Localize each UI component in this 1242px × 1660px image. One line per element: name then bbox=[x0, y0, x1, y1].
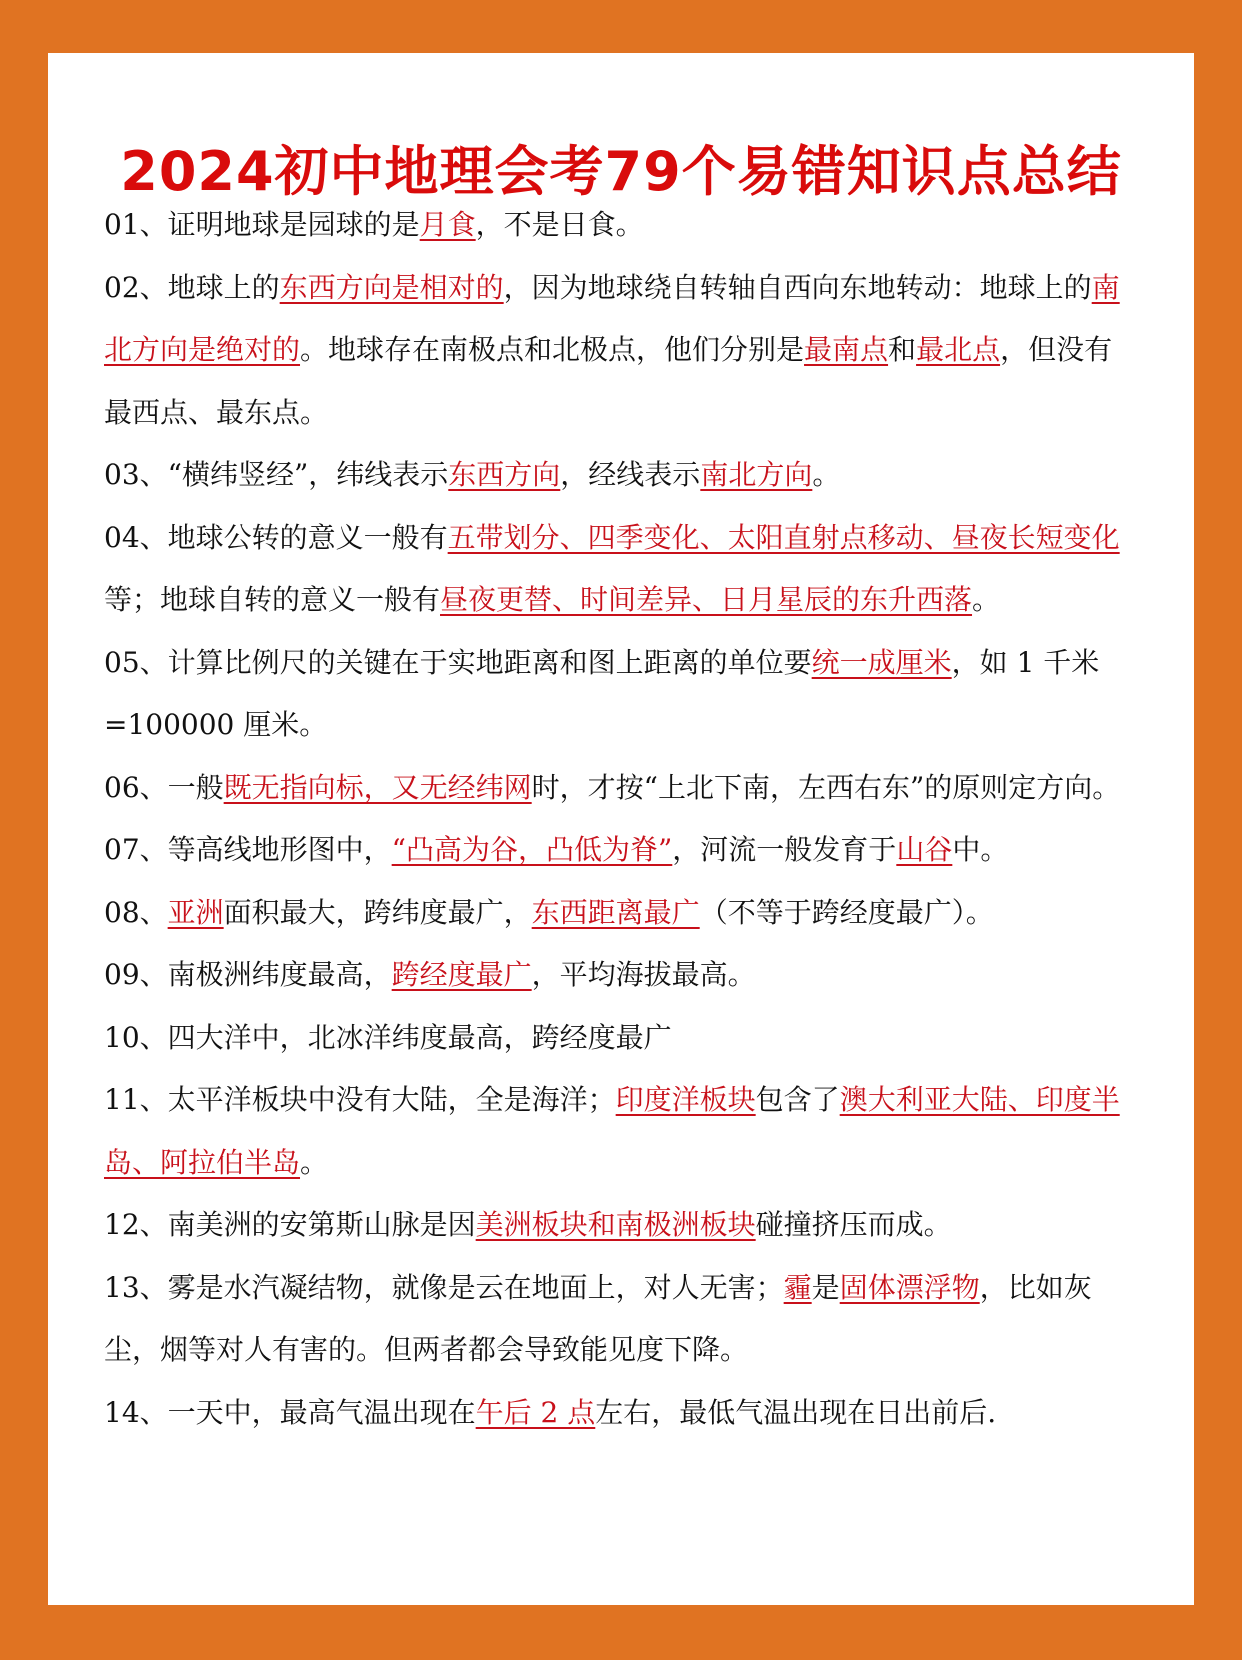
item-text: 时，才按“上北下南，左西右东”的原则定方向。 bbox=[531, 770, 1121, 804]
item-text: 包含了 bbox=[755, 1083, 840, 1116]
highlighted-key-term: 南北方向是绝对的 bbox=[104, 270, 1120, 366]
item-text: 一般 bbox=[167, 770, 224, 804]
knowledge-point-item bbox=[104, 1194, 1134, 1257]
item-text: ，但没有最西点、最东点。 bbox=[104, 333, 1113, 429]
highlighted-key-term: 既无指向标，又无经纬网 bbox=[223, 770, 532, 804]
item-text: 左右，最低气温出现在日出前后. bbox=[595, 1395, 997, 1429]
item-number: 13、 bbox=[104, 1270, 168, 1304]
item-number: 05、 bbox=[104, 645, 168, 679]
highlighted-key-term: 东西方向 bbox=[448, 458, 561, 491]
item-number: 10、 bbox=[104, 1020, 168, 1054]
highlighted-key-term: “凸高为谷，凸低为脊” bbox=[391, 833, 673, 866]
highlighted-key-term: 固体漂浮物 bbox=[839, 1270, 980, 1304]
item-text: 地球公转的意义一般有 bbox=[167, 520, 448, 554]
page-title: 2024初中地理会考79个易错知识点总结 bbox=[120, 140, 1122, 204]
knowledge-point-item bbox=[104, 1257, 1134, 1382]
highlighted-key-term: 月食 bbox=[419, 208, 476, 241]
highlighted-key-term: 统一成厘米 bbox=[811, 645, 952, 679]
highlighted-key-term: 东西距离最广 bbox=[531, 895, 700, 929]
item-text: 四大洋中，北冰洋纬度最高，跨经度最广 bbox=[167, 1020, 672, 1054]
knowledge-point-item bbox=[104, 819, 1134, 882]
highlighted-key-term: 东西方向是相对的 bbox=[279, 270, 504, 304]
item-text: ，如 1 千米=100000 厘米。 bbox=[104, 645, 1100, 741]
item-text: ，比如灰尘，烟等对人有害的。但两者都会导致能见度下降。 bbox=[104, 1270, 1092, 1366]
item-text: 是 bbox=[811, 1270, 840, 1304]
item-text: 面积最大，跨纬度最广， bbox=[223, 895, 532, 929]
item-text: 证明地球是园球的是 bbox=[167, 208, 420, 241]
item-text: 。 bbox=[812, 458, 841, 491]
knowledge-point-item bbox=[104, 194, 1134, 257]
item-text: 一天中，最高气温出现在 bbox=[167, 1395, 476, 1429]
knowledge-point-item bbox=[104, 1007, 1134, 1070]
highlighted-key-term: 亚洲 bbox=[167, 895, 224, 929]
item-text: 碰撞挤压而成。 bbox=[755, 1208, 952, 1241]
item-text: 和 bbox=[888, 333, 917, 366]
highlighted-key-term: 五带划分、四季变化、太阳直射点移动、昼夜长短变化 bbox=[447, 520, 1120, 554]
highlighted-key-term: 最南点 bbox=[804, 333, 889, 366]
highlighted-key-term: 跨经度最广 bbox=[391, 958, 532, 991]
item-text: 雾是水汽凝结物，就像是云在地面上，对人无害； bbox=[167, 1270, 784, 1304]
highlighted-key-term: 最北点 bbox=[916, 333, 1001, 366]
item-text: ，经线表示 bbox=[560, 458, 701, 491]
item-number: 03、 bbox=[104, 458, 168, 491]
item-text: ，因为地球绕自转轴自西向东地转动：地球上的 bbox=[503, 270, 1092, 304]
item-text: 地球上的 bbox=[167, 270, 280, 304]
item-text: 。 bbox=[300, 1145, 329, 1179]
item-text: “横纬竖经”，纬线表示 bbox=[167, 458, 449, 491]
knowledge-point-item bbox=[104, 632, 1134, 757]
knowledge-point-item bbox=[104, 757, 1134, 820]
item-text: 等；地球自转的意义一般有 bbox=[104, 583, 441, 616]
item-text: ，平均海拔最高。 bbox=[531, 958, 756, 991]
knowledge-point-item bbox=[104, 507, 1134, 632]
knowledge-point-item bbox=[104, 257, 1134, 445]
item-number: 12、 bbox=[104, 1208, 168, 1241]
knowledge-point-item bbox=[104, 944, 1134, 1007]
item-number: 09、 bbox=[104, 958, 168, 991]
item-number: 11、 bbox=[104, 1083, 168, 1116]
highlighted-key-term: 昼夜更替、时间差异、日月星辰的东升西落 bbox=[440, 583, 973, 616]
knowledge-point-item bbox=[104, 882, 1134, 945]
highlighted-key-term: 美洲板块和南极洲板块 bbox=[475, 1208, 756, 1241]
item-text: 太平洋板块中没有大陆，全是海洋； bbox=[167, 1083, 616, 1116]
item-text: （不等于跨经度最广）。 bbox=[699, 895, 994, 929]
highlighted-key-term: 印度洋板块 bbox=[615, 1083, 756, 1116]
item-text: 计算比例尺的关键在于实地距离和图上距离的单位要 bbox=[167, 645, 812, 679]
item-text: ，不是日食。 bbox=[475, 208, 644, 241]
item-text: ，河流一般发育于 bbox=[672, 833, 897, 866]
knowledge-point-list bbox=[104, 194, 1134, 1444]
item-text: 南极洲纬度最高， bbox=[167, 958, 392, 991]
item-number: 14、 bbox=[104, 1395, 168, 1429]
item-text: 。地球存在南极点和北极点，他们分别是 bbox=[300, 333, 805, 366]
item-number: 07、 bbox=[104, 833, 168, 866]
knowledge-point-item bbox=[104, 1069, 1134, 1194]
highlighted-key-term: 午后 2 点 bbox=[475, 1395, 596, 1429]
item-text: 。 bbox=[972, 583, 1001, 616]
item-number: 01、 bbox=[104, 208, 168, 241]
item-text: 南美洲的安第斯山脉是因 bbox=[167, 1208, 476, 1241]
highlighted-key-term: 南北方向 bbox=[700, 458, 813, 491]
knowledge-point-item bbox=[104, 1382, 1134, 1445]
item-text: 等高线地形图中， bbox=[167, 833, 392, 866]
knowledge-point-item bbox=[104, 444, 1134, 507]
item-number: 04、 bbox=[104, 520, 168, 554]
highlighted-key-term: 山谷 bbox=[896, 833, 953, 866]
highlighted-key-term: 霾 bbox=[783, 1270, 812, 1304]
item-number: 08、 bbox=[104, 895, 168, 929]
item-text: 中。 bbox=[952, 833, 1009, 866]
item-number: 06、 bbox=[104, 770, 168, 804]
highlighted-key-term: 澳大利亚大陆、印度半岛、阿拉伯半岛 bbox=[104, 1083, 1120, 1179]
item-number: 02、 bbox=[104, 270, 168, 304]
